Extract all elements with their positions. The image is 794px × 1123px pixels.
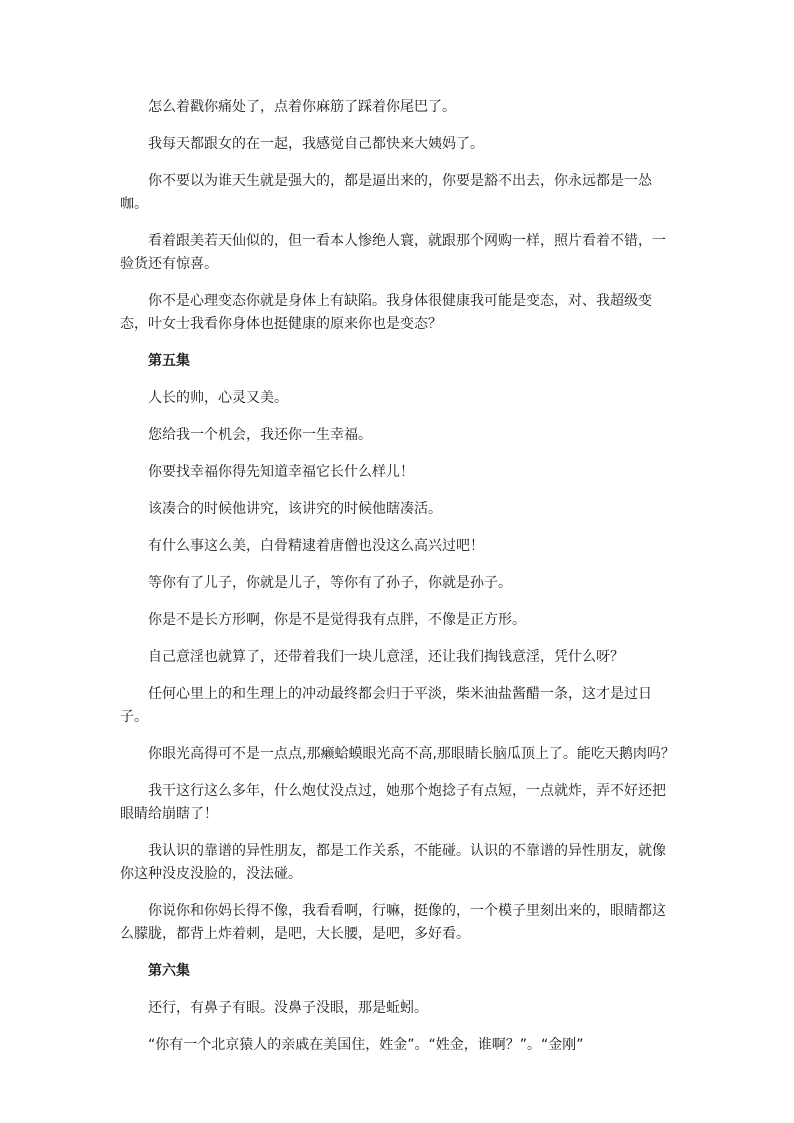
paragraph: 你说你和你妈长得不像，我看看啊，行嘛，挺像的，一个模子里刻出来的，眼睛都这么朦胧，都背上炸着刺，是吧，大长腰，是吧，多好看。 [120, 903, 666, 942]
paragraph: 你不要以为谁天生就是强大的，都是逼出来的，你要是豁不出去，你永远都是一怂咖。 [120, 173, 652, 212]
paragraph: 我认识的靠谱的异性朋友，都是工作关系，不能碰。认识的不靠谱的异性朋友，就像你这种没皮没脸的，没法碰。 [120, 843, 666, 882]
paragraph: 您给我一个机会，我还你一生幸福。 [148, 427, 372, 443]
paragraph: 自己意淫也就算了，还带着我们一块儿意淫，还让我们掏钱意淫，凭什么呀？ [148, 649, 624, 665]
paragraph: 有什么事这么美，白骨精逮着唐僧也没这么高兴过吧！ [148, 538, 484, 554]
paragraph: 你眼光高得可不是一点点,那癞蛤蟆眼光高不高,那眼睛长脑瓜顶上了。能吃天鹅肉吗？ [148, 746, 675, 762]
paragraph: 人长的帅，心灵又美。 [148, 390, 288, 406]
paragraph: 你是不是长方形啊，你是不是觉得我有点胖，不像是正方形。 [148, 612, 526, 628]
paragraph: 你不是心理变态你就是身体上有缺陷。我身体很健康我可能是变态，对、我超级变态，叶女士我看你身体也挺健康的原来你也是变态？ [120, 293, 652, 332]
paragraph: 还行，有鼻子有眼。没鼻子没眼，那是蚯蚓。 [148, 1000, 428, 1016]
paragraph: 我干这行这么多年，什么炮仗没点过，她那个炮捻子有点短，一点就炸，弄不好还把眼睛给崩瞎了！ [120, 783, 666, 822]
paragraph: 你要找幸福你得先知道幸福它长什么样儿！ [148, 464, 414, 480]
paragraph: 我每天都跟女的在一起，我感觉自己都快来大姨妈了。 [148, 136, 484, 152]
paragraph: 看着跟美若天仙似的，但一看本人惨绝人寰，就跟那个网购一样，照片看着不错，一验货还有惊喜。 [120, 233, 666, 272]
paragraph: 该凑合的时候他讲究，该讲究的时候他瞎凑活。 [148, 501, 442, 517]
paragraph: 等你有了儿子，你就是儿子，等你有了孙子，你就是孙子。 [148, 575, 512, 591]
document-body [120, 96, 676, 1071]
section-heading-episode-6: 第六集 [148, 963, 190, 979]
paragraph: 怎么着戳你痛处了，点着你麻筋了踩着你尾巴了。 [148, 99, 456, 115]
section-heading-episode-5: 第五集 [148, 353, 190, 369]
quote-line: “你有一个北京猿人的亲戚在美国住，姓金”。“姓金，谁啊？”。“金刚” [148, 1037, 584, 1053]
paragraph: 任何心里上的和生理上的冲动最终都会归于平淡，柴米油盐酱醋一条，这才是过日子。 [120, 686, 652, 725]
